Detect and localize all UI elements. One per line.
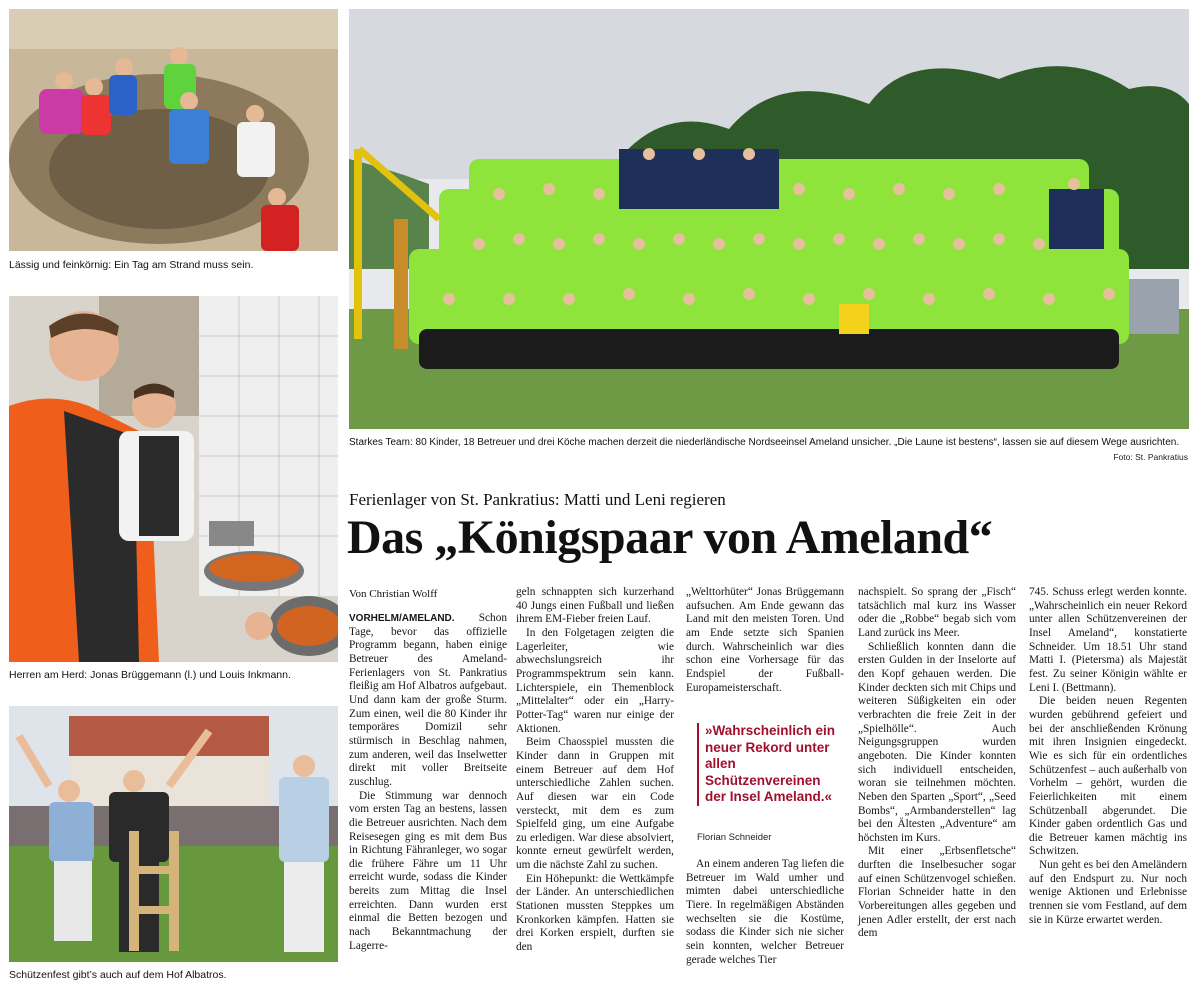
- text-column-5: [1029, 586, 1187, 927]
- paragraph: In den Folgetagen zeigten die Lagerleiter, wie abwechslungsreich ihr Programmspektrum sein kann. Lichterspiele, ein Themenblock „Mittelalter“ oder ein „Harry-Potter-Tag“ waren nur einige der Aktionen.: [516, 626, 674, 735]
- beach-photo: [9, 9, 338, 251]
- text-column-1: [349, 612, 507, 953]
- photo-credit: Foto: St. Pankratius: [1113, 452, 1188, 462]
- fest-caption: Schützenfest gibt’s auch auf dem Hof Albatros.: [9, 969, 227, 981]
- text-column-3-lower: [686, 858, 844, 967]
- text-column-4: [858, 586, 1016, 941]
- paragraph: Schließlich konnten dann die ersten Gulden in der Inselorte auf den Kopf gehauen werden. Die Kinder deckten sich mit Chips und weiteren Süßigkeiten ein oder verbrachten die freie Zeit in der „Spielhölle“. Auch Neigungsgruppen wurden angeboten. Die Kinder konnten sich individuell entscheiden, woran sie teilnehmen möchten. Neben den Sparten „Sport“, „Seed Bombs“, „Armbanderstellen“ lag bei den Ältesten „Adventure“ am höchsten im Kurs.: [858, 640, 1016, 844]
- group-photo: [349, 9, 1189, 429]
- beach-caption: Lässig und feinkörnig: Ein Tag am Strand muss sein.: [9, 259, 254, 271]
- paragraph: „Welttorhüter“ Jonas Brüggemann aufsuchen. Am Ende gewann das Land mit den meisten Toren. Und am Ende setzte sich Spanien durch. Wahrscheinlich war dies schon eine Vorhersage für das Endspiel der Fußball-Europameisterschaft.: [686, 586, 844, 694]
- fest-photo: [9, 706, 338, 962]
- pull-quote: »Wahrscheinlich ein neuer Rekord unter allen Schützenvereinen der Insel Ameland.«: [697, 723, 845, 806]
- paragraph: nachspielt. So sprang der „Fisch“ tatsächlich mal kurz ins Wasser oder die „Robbe“ begab sich vom Land zurück ins Meer.: [858, 586, 1016, 639]
- paragraph: 745. Schuss erlegt werden konnte. „Wahrscheinlich ein neuer Rekord unter allen Schützenvereinen der Insel Ameland“, konstatierte Schneider. Um 18.51 Uhr stand Matti I. (Pietersma) als Majestät fest. Zu seiner Königin wählte er Leni I. (Bettmann).: [1029, 586, 1187, 694]
- cooks-photo: [9, 296, 338, 662]
- article-headline: Das „Königspaar von Ameland“: [347, 511, 993, 564]
- dateline: VORHELM/AMELAND.: [349, 613, 455, 624]
- paragraph: Nun geht es bei den Ameländern auf den Endspurt zu. Nur noch wenige Aktionen und Erlebnisse trennen sie vom Festland, auf dem sie in Kürze erwartet werden.: [1029, 859, 1187, 926]
- paragraph: An einem anderen Tag liefen die Betreuer im Wald umher und mimten dabei unterschiedliche Tiere. In regelmäßigen Abständen wechselten sie die Kostüme, sodass die Kinder sich nie sicher sein konnten, welcher Betreuer gerade welches Tier: [686, 858, 844, 966]
- article-byline: Von Christian Wolff: [349, 588, 438, 600]
- quote-author: Florian Schneider: [697, 832, 772, 843]
- paragraph: Die Stimmung war dennoch vom ersten Tag an bestens, lassen die Betreuer ausrichten. Nach dem Reisesegen ging es mit dem Bus in Richtung Fähranleger, wo sogar die frühere Fähre um 11 Uhr erreicht wurde, sodass die Kinder bereits zum Mittag die Insel erreichten. Dann wurden erst einmal die Betten bezogen und nach Bekanntmachung der Lagerre-: [349, 789, 507, 952]
- group-caption: Starkes Team: 80 Kinder, 18 Betreuer und drei Köche machen derzeit die niederländische Nordseeinsel Ameland unsicher. „Die Laune ist bestens“, lassen sie auf diesem Wege ausrichten.: [349, 437, 1180, 448]
- cooks-caption: Herren am Herd: Jonas Brüggemann (l.) und Louis Inkmann.: [9, 669, 291, 681]
- paragraph: VORHELM/AMELAND. Schon Tage, bevor das offizielle Programm begann, haben einige Betreuer des Ameland-Ferienlagers von St. Pankratius fleißig am Hof Albatros aufgebaut. Und dann kam der große Sturm. Zum einen, weil die 80 Kinder ihr temporäres Domizil sehr stürmisch in Beschlag nahmen, zum anderen, weil das Inselwetter direkt mit voller Breitseite zuschlug.: [349, 612, 507, 788]
- paragraph: Mit einer „Erbsenfletsche“ durften die Inselbesucher sogar auf einen Schützenvogel schießen. Florian Schneider hatte in den Vorbereitungen alles gegeben und jenen Adler erstellt, der erst nach dem: [858, 845, 1016, 940]
- text-column-3: [686, 586, 844, 695]
- text-column-2: [516, 586, 674, 955]
- paragraph: Ein Höhepunkt: die Wettkämpfe der Länder. An unterschiedlichen Stationen mussten Steppkes um Kronkorken kämpfen. Hatten sie drei Korken erspielt, durften sie den: [516, 872, 674, 954]
- article-kicker: Ferienlager von St. Pankratius: Matti und Leni regieren: [349, 490, 726, 509]
- paragraph: geln schnappten sich kurzerhand 40 Jungs einen Fußball und ließen ihrem EM-Fieber freien Lauf.: [516, 586, 674, 626]
- paragraph: Die beiden neuen Regenten wurden gebührend gefeiert und bei der anschließenden Krönung mit ihren Insignien eingedeckt. Wie es sich für ein ordentliches Schützenfest – auch außerhalb von Vorhelm – gehört, wurden die Feierlichkeiten mit einem Schützenball abgerundet. Die Kinder gaben ordentlich Gas und die Betreuer kamen mächtig ins Schwitzen.: [1029, 695, 1187, 858]
- paragraph: Beim Chaosspiel mussten die Kinder dann in Gruppen mit einem Betreuer auf dem Hof unterschiedliche Zahlen suchen. Auf diesen war ein Code versteckt, mit dem es zum Spielfeld ging, um eine Aufgabe zu erledigen. War diese absolviert, konnte erneut gewürfelt werden, um die nächste Zahl zu suchen.: [516, 736, 674, 872]
